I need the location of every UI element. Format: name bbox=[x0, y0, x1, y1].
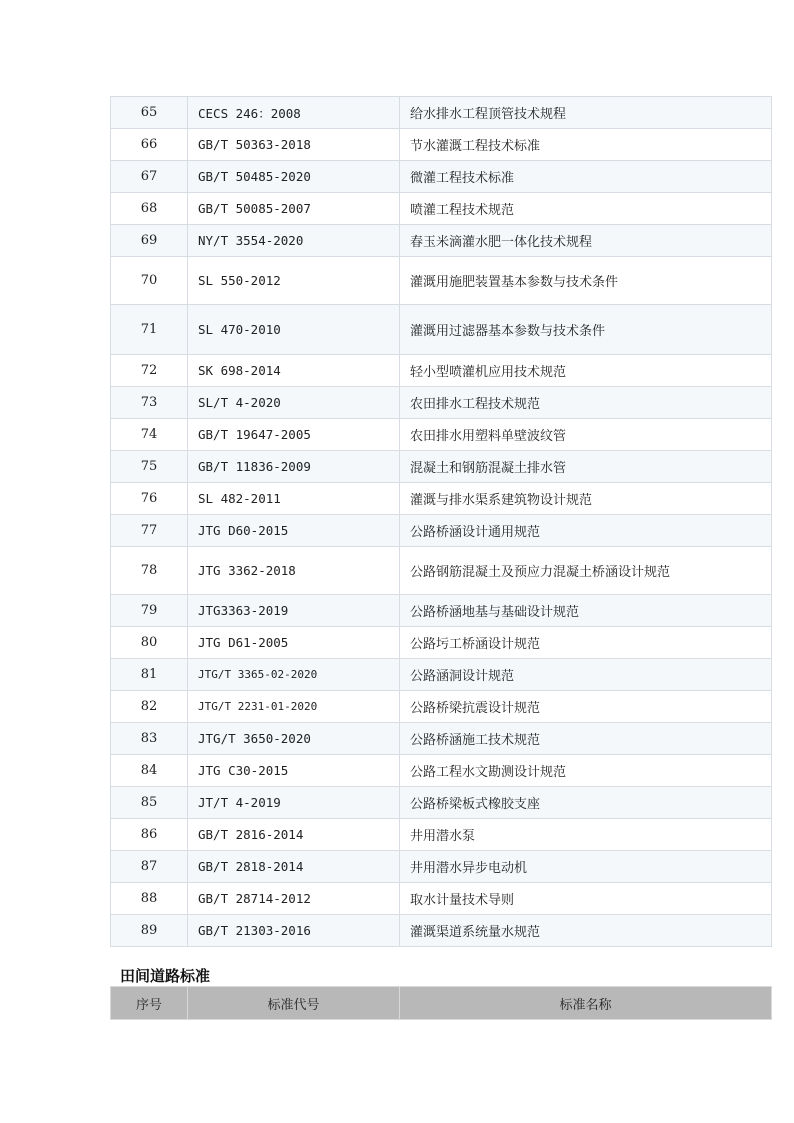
row-number: 65 bbox=[111, 97, 188, 129]
row-number: 88 bbox=[111, 883, 188, 915]
road-standards-header-table bbox=[110, 986, 772, 1020]
row-number: 66 bbox=[111, 129, 188, 161]
standard-code: GB/T 21303-2016 bbox=[188, 915, 400, 947]
standard-name: 农田排水工程技术规范 bbox=[400, 387, 772, 419]
standard-name: 公路桥涵地基与基础设计规范 bbox=[400, 595, 772, 627]
standard-code: SL 482-2011 bbox=[188, 483, 400, 515]
row-number: 75 bbox=[111, 451, 188, 483]
table-row bbox=[111, 819, 772, 851]
header-row bbox=[111, 987, 772, 1020]
table-row bbox=[111, 483, 772, 515]
standard-code: GB/T 50085-2007 bbox=[188, 193, 400, 225]
row-number: 71 bbox=[111, 305, 188, 355]
standard-name: 春玉米滴灌水肥一体化技术规程 bbox=[400, 225, 772, 257]
standards-table-body bbox=[111, 97, 772, 947]
row-number: 86 bbox=[111, 819, 188, 851]
standard-name: 公路桥梁板式橡胶支座 bbox=[400, 787, 772, 819]
standard-name: 灌溉用过滤器基本参数与技术条件 bbox=[400, 305, 772, 355]
column-header-name: 标准名称 bbox=[400, 987, 772, 1020]
standard-code: SL 470-2010 bbox=[188, 305, 400, 355]
table-row bbox=[111, 419, 772, 451]
standard-name: 灌溉与排水渠系建筑物设计规范 bbox=[400, 483, 772, 515]
standard-name: 灌溉渠道系统量水规范 bbox=[400, 915, 772, 947]
row-number: 83 bbox=[111, 723, 188, 755]
standard-code: SK 698-2014 bbox=[188, 355, 400, 387]
standard-code: GB/T 11836-2009 bbox=[188, 451, 400, 483]
table-row bbox=[111, 755, 772, 787]
row-number: 89 bbox=[111, 915, 188, 947]
standard-name: 给水排水工程顶管技术规程 bbox=[400, 97, 772, 129]
standard-code: GB/T 50485-2020 bbox=[188, 161, 400, 193]
standard-code: JTG C30-2015 bbox=[188, 755, 400, 787]
row-number: 74 bbox=[111, 419, 188, 451]
standard-name: 公路钢筋混凝土及预应力混凝土桥涵设计规范 bbox=[400, 547, 772, 595]
column-header-code: 标准代号 bbox=[188, 987, 400, 1020]
standard-code: JT/T 4-2019 bbox=[188, 787, 400, 819]
row-number: 77 bbox=[111, 515, 188, 547]
row-number: 79 bbox=[111, 595, 188, 627]
row-number: 70 bbox=[111, 257, 188, 305]
section-heading: 田间道路标准 bbox=[120, 967, 211, 985]
row-number: 87 bbox=[111, 851, 188, 883]
table-row bbox=[111, 129, 772, 161]
standard-name: 公路桥涵施工技术规范 bbox=[400, 723, 772, 755]
standard-name: 农田排水用塑料单壁波纹管 bbox=[400, 419, 772, 451]
standard-code: JTG/T 2231-01-2020 bbox=[188, 691, 400, 723]
table-row bbox=[111, 451, 772, 483]
standard-code: SL/T 4-2020 bbox=[188, 387, 400, 419]
table-row bbox=[111, 915, 772, 947]
standard-name: 微灌工程技术标准 bbox=[400, 161, 772, 193]
table-row bbox=[111, 193, 772, 225]
standard-name: 公路桥涵设计通用规范 bbox=[400, 515, 772, 547]
standard-code: JTG 3362-2018 bbox=[188, 547, 400, 595]
row-number: 81 bbox=[111, 659, 188, 691]
table-row bbox=[111, 851, 772, 883]
standard-name: 井用潜水泵 bbox=[400, 819, 772, 851]
standard-code: GB/T 2816-2014 bbox=[188, 819, 400, 851]
table-row bbox=[111, 515, 772, 547]
column-header-number: 序号 bbox=[111, 987, 188, 1020]
table-row bbox=[111, 97, 772, 129]
row-number: 73 bbox=[111, 387, 188, 419]
standard-code: JTG D60-2015 bbox=[188, 515, 400, 547]
standard-name: 公路圬工桥涵设计规范 bbox=[400, 627, 772, 659]
row-number: 69 bbox=[111, 225, 188, 257]
row-number: 80 bbox=[111, 627, 188, 659]
standard-code: GB/T 19647-2005 bbox=[188, 419, 400, 451]
table-row bbox=[111, 161, 772, 193]
standard-code: JTG3363-2019 bbox=[188, 595, 400, 627]
row-number: 72 bbox=[111, 355, 188, 387]
standard-name: 取水计量技术导则 bbox=[400, 883, 772, 915]
standard-code: GB/T 2818-2014 bbox=[188, 851, 400, 883]
row-number: 82 bbox=[111, 691, 188, 723]
row-number: 84 bbox=[111, 755, 188, 787]
table-row bbox=[111, 691, 772, 723]
standard-name: 公路涵洞设计规范 bbox=[400, 659, 772, 691]
standard-name: 轻小型喷灌机应用技术规范 bbox=[400, 355, 772, 387]
standard-code: SL 550-2012 bbox=[188, 257, 400, 305]
row-number: 67 bbox=[111, 161, 188, 193]
table-row bbox=[111, 787, 772, 819]
standard-name: 灌溉用施肥装置基本参数与技术条件 bbox=[400, 257, 772, 305]
table-row bbox=[111, 723, 772, 755]
standard-name: 公路桥梁抗震设计规范 bbox=[400, 691, 772, 723]
table-row bbox=[111, 257, 772, 305]
standard-name: 井用潜水异步电动机 bbox=[400, 851, 772, 883]
standard-code: JTG D61-2005 bbox=[188, 627, 400, 659]
row-number: 76 bbox=[111, 483, 188, 515]
table-row bbox=[111, 225, 772, 257]
table-row bbox=[111, 595, 772, 627]
table-row bbox=[111, 355, 772, 387]
table-row bbox=[111, 883, 772, 915]
standard-name: 节水灌溉工程技术标准 bbox=[400, 129, 772, 161]
standard-code: JTG/T 3650-2020 bbox=[188, 723, 400, 755]
standard-name: 混凝土和钢筋混凝土排水管 bbox=[400, 451, 772, 483]
table-row bbox=[111, 305, 772, 355]
row-number: 78 bbox=[111, 547, 188, 595]
row-number: 68 bbox=[111, 193, 188, 225]
standard-code: GB/T 28714-2012 bbox=[188, 883, 400, 915]
table-row bbox=[111, 547, 772, 595]
standard-code: GB/T 50363-2018 bbox=[188, 129, 400, 161]
row-number: 85 bbox=[111, 787, 188, 819]
standard-code: JTG/T 3365-02-2020 bbox=[188, 659, 400, 691]
standards-table bbox=[110, 96, 772, 947]
table-row bbox=[111, 627, 772, 659]
standard-code: CECS 246：2008 bbox=[188, 97, 400, 129]
standard-code: NY/T 3554-2020 bbox=[188, 225, 400, 257]
table-row bbox=[111, 659, 772, 691]
standard-name: 公路工程水文勘测设计规范 bbox=[400, 755, 772, 787]
table-row bbox=[111, 387, 772, 419]
standard-name: 喷灌工程技术规范 bbox=[400, 193, 772, 225]
